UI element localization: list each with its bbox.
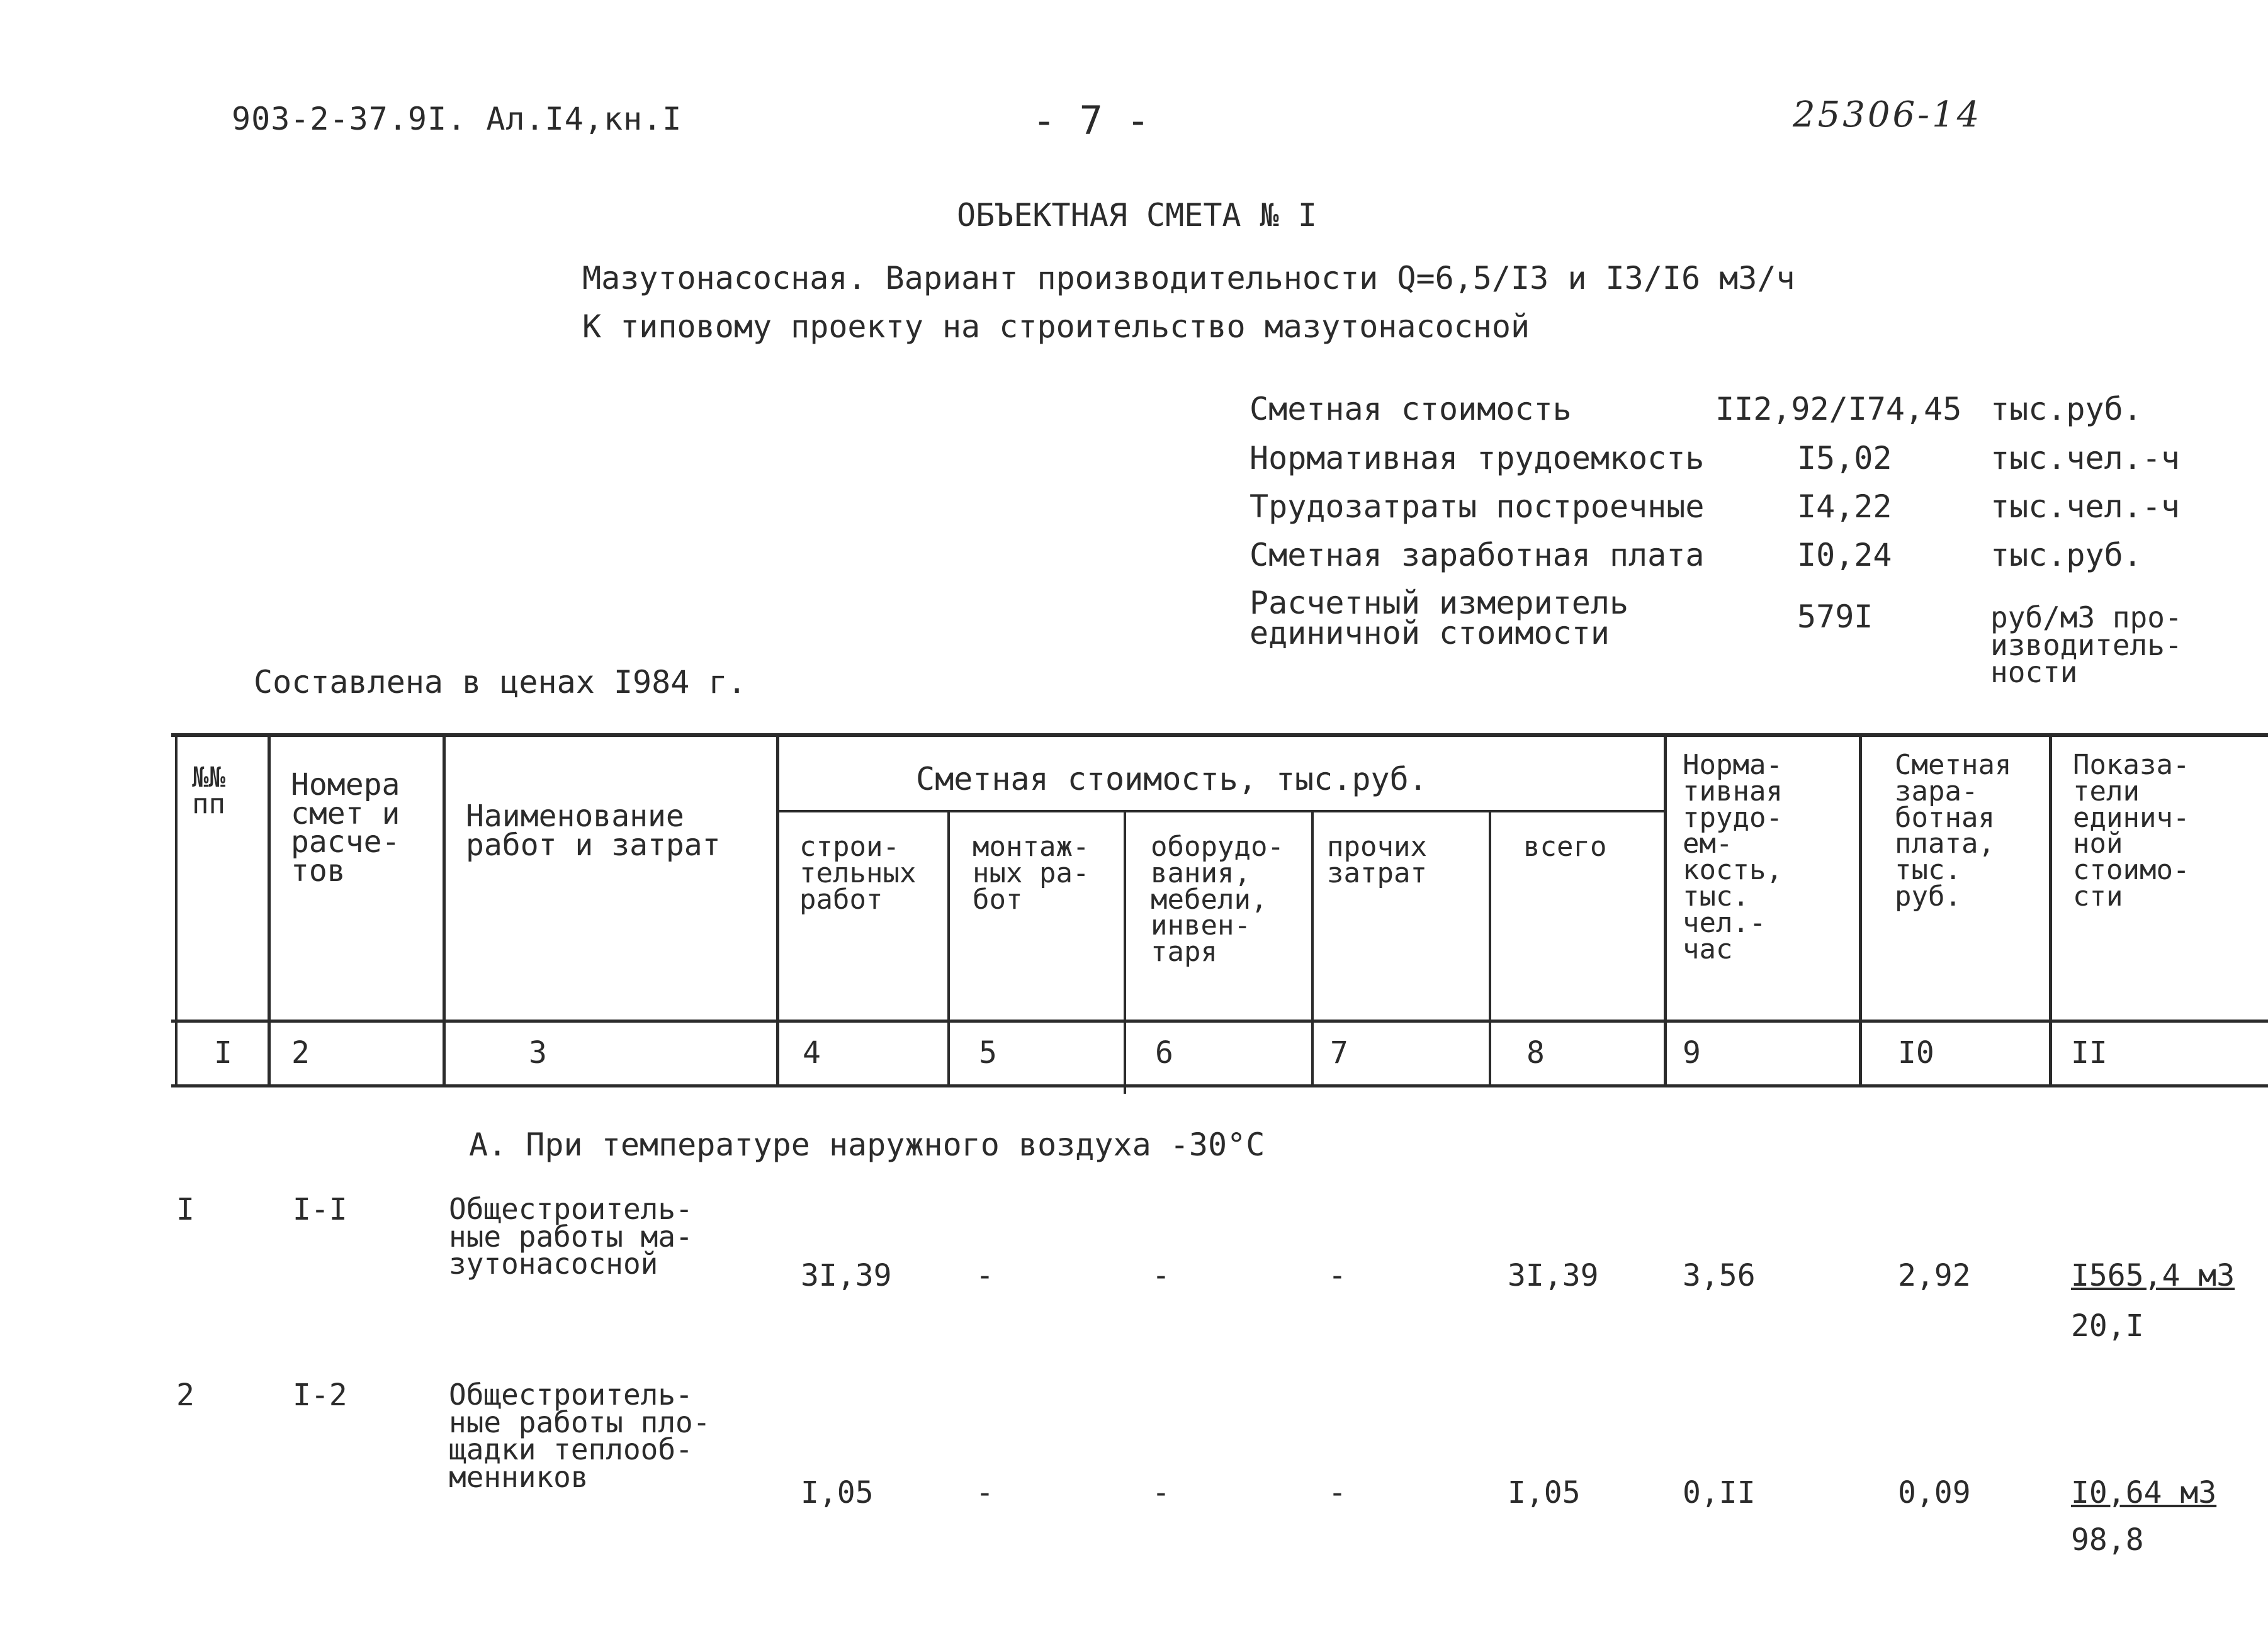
column-number: II <box>2071 1035 2107 1070</box>
summary-value: I4,22 <box>1797 488 1892 525</box>
numbers-bottom-border <box>171 1084 2268 1087</box>
summary-unit: руб/м3 про- изводитель- ности <box>1990 600 2182 690</box>
summary-unit: тыс.чел.-ч <box>1990 488 2181 525</box>
column-number: 4 <box>803 1035 821 1070</box>
header-estimate-numbers: Номера смет и расче- тов <box>291 767 400 889</box>
row-indicator-top: I565,4 м3 <box>2071 1258 2235 1293</box>
document-code: 903-2-37.9I. Ал.I4,кн.I <box>232 101 682 137</box>
column-number: 9 <box>1683 1035 1701 1070</box>
summary-unit: тыс.руб. <box>1990 391 2142 427</box>
estimate-subtitle: Мазутонасосная. Вариант производительности Q=6,5/I3 и I3/I6 м3/ч <box>582 260 1795 296</box>
column-number: I <box>214 1035 232 1070</box>
header-indicators: Показа- тели единич- ной стоимо- сти <box>2073 749 2190 913</box>
summary-label: Расчетный измеритель единичной стоимости <box>1250 585 1629 651</box>
col-border <box>1664 733 1667 1087</box>
summary-label: Сметная заработная плата <box>1250 537 1705 573</box>
col-border <box>1489 812 1491 1087</box>
summary-value: I0,24 <box>1797 537 1892 573</box>
column-number: 2 <box>291 1035 310 1070</box>
col-border <box>1124 812 1126 1094</box>
col-border <box>175 733 178 1087</box>
page-number: - 7 - <box>1032 98 1150 143</box>
column-number: 6 <box>1155 1035 1173 1070</box>
row-construction: 3I,39 <box>801 1258 892 1293</box>
header-cost-group: Сметная стоимость, тыс.руб. <box>916 761 1428 797</box>
summary-label: Сметная стоимость <box>1250 391 1572 427</box>
column-number: 8 <box>1526 1035 1545 1070</box>
header-construction: строи- тельных работ <box>799 831 917 916</box>
summary-unit: тыс.чел.-ч <box>1990 440 2181 476</box>
estimate-title: ОБЪЕКТНАЯ СМЕТА № I <box>957 197 1317 233</box>
header-wages: Сметная зара- ботная плата, тыс. руб. <box>1895 749 2012 913</box>
col-border <box>268 733 271 1087</box>
table-top-border <box>171 733 2268 737</box>
row-total: I,05 <box>1508 1475 1581 1510</box>
group-divider <box>777 810 1666 812</box>
header-number: №№ пп <box>192 761 225 820</box>
summary-label: Трудозатраты построечные <box>1250 488 1705 525</box>
column-number: 7 <box>1330 1035 1348 1070</box>
row-estimate: I-I <box>293 1192 347 1227</box>
header-other: прочих затрат <box>1327 831 1427 889</box>
col-border <box>1859 733 1862 1087</box>
row-estimate: I-2 <box>293 1378 347 1413</box>
col-border <box>1311 812 1314 1087</box>
col-border <box>2049 733 2052 1087</box>
row-indicator-bottom: 98,8 <box>2071 1522 2144 1558</box>
col-border <box>776 733 779 1087</box>
row-construction: I,05 <box>801 1475 874 1510</box>
row-name: Общестроитель- ные работы ма- зутонасосной <box>449 1192 693 1281</box>
summary-unit: тыс.руб. <box>1990 537 2142 573</box>
row-installation: - <box>976 1258 994 1293</box>
header-installation: монтаж- ных ра- бот <box>973 831 1090 916</box>
estimate-project: К типовому проекту на строительство мазутонасосной <box>582 308 1530 345</box>
row-wages: 2,92 <box>1898 1258 1971 1293</box>
header-total: всего <box>1523 831 1607 863</box>
row-wages: 0,09 <box>1898 1475 1971 1510</box>
row-labor: 3,56 <box>1683 1258 1756 1293</box>
header-labor: Норма- тивная трудо- ем- кость, тыс. чел.- час <box>1683 749 1783 965</box>
row-other: - <box>1328 1475 1346 1510</box>
column-number: I0 <box>1898 1035 1934 1070</box>
row-equipment: - <box>1152 1258 1170 1293</box>
row-equipment: - <box>1152 1475 1170 1510</box>
row-labor: 0,II <box>1683 1475 1756 1510</box>
handwritten-number: 25306-14 <box>1793 94 1982 135</box>
summary-value: 579I <box>1797 598 1873 635</box>
section-title: А. При температуре наружного воздуха -30°С <box>469 1127 1265 1163</box>
row-name: Общестроитель- ные работы пло- щадки теплооб- менников <box>449 1378 711 1495</box>
header-equipment: оборудо- вания, мебели, инвен- таря <box>1151 831 1284 969</box>
row-number: 2 <box>176 1378 195 1413</box>
col-border <box>443 733 446 1087</box>
header-bottom-border <box>171 1020 2268 1023</box>
row-number: I <box>176 1192 195 1227</box>
summary-value: II2,92/I74,45 <box>1715 391 1962 427</box>
col-border <box>947 812 950 1087</box>
row-indicator-top: I0,64 м3 <box>2071 1475 2217 1510</box>
row-installation: - <box>976 1475 994 1510</box>
row-other: - <box>1328 1258 1346 1293</box>
summary-label: Нормативная трудоемкость <box>1250 440 1705 476</box>
prices-note: Составлена в ценах I984 г. <box>254 664 747 700</box>
column-number: 3 <box>529 1035 547 1070</box>
summary-value: I5,02 <box>1797 440 1892 476</box>
header-work-name: Наименование работ и затрат <box>466 799 721 863</box>
row-total: 3I,39 <box>1508 1258 1599 1293</box>
column-number: 5 <box>979 1035 997 1070</box>
row-indicator-bottom: 20,I <box>2071 1308 2144 1344</box>
